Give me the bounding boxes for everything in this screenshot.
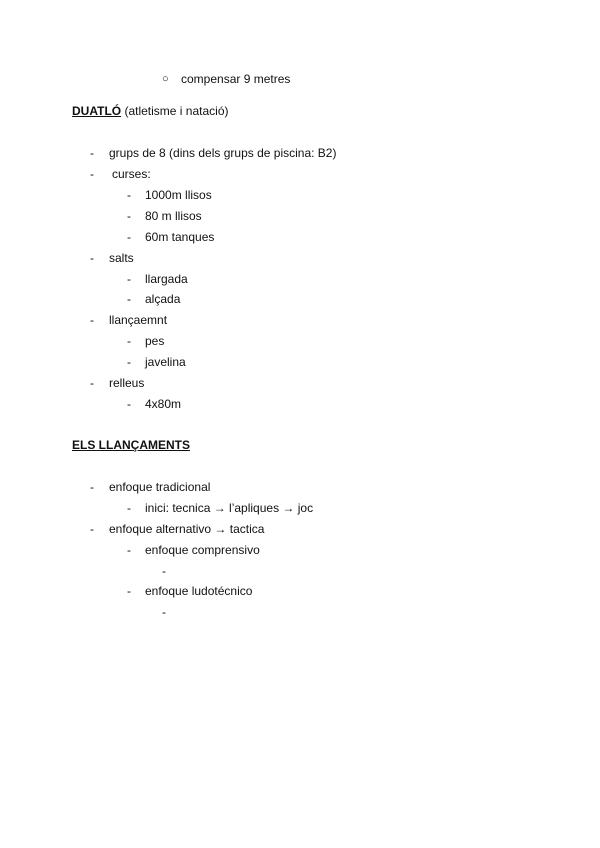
dash-bullet-icon: -	[90, 146, 94, 160]
dash-bullet-icon: -	[127, 188, 131, 202]
list-item-text: compensar 9 metres	[181, 72, 291, 86]
list-item: curses:	[112, 167, 151, 181]
list-item: pes	[145, 334, 165, 348]
section-title: ELS LLANÇAMENTS	[72, 438, 190, 452]
dash-bullet-icon: -	[90, 251, 94, 265]
dash-bullet-icon: -	[127, 543, 131, 557]
list-item: enfoque comprensivo	[145, 543, 260, 557]
list-item: 60m tanques	[145, 230, 215, 244]
dash-bullet-icon: -	[90, 522, 94, 536]
dash-bullet-icon: -	[127, 397, 131, 411]
dash-bullet-icon: -	[90, 480, 94, 494]
list-item: 4x80m	[145, 397, 182, 411]
list-item: alçada	[145, 292, 181, 306]
dash-bullet-icon: -	[127, 209, 131, 223]
dash-bullet-icon: -	[127, 272, 131, 286]
dash-bullet-icon: -	[162, 564, 166, 578]
list-item: inici: tecnica → l’apliques → joc	[145, 501, 314, 515]
dash-bullet-icon: -	[90, 167, 94, 181]
dash-bullet-icon: -	[127, 501, 131, 515]
list-item: relleus	[109, 376, 145, 390]
circle-bullet-icon: ○	[162, 73, 169, 85]
list-item: enfoque ludotécnico	[145, 584, 253, 598]
dash-bullet-icon: -	[127, 334, 131, 348]
dash-bullet-icon: -	[90, 376, 94, 390]
dash-bullet-icon: -	[162, 605, 166, 619]
list-item: 1000m llisos	[145, 188, 212, 202]
list-item: enfoque alternativo → tactica	[109, 522, 265, 536]
list-item: 80 m llisos	[145, 209, 202, 223]
section-heading	[72, 438, 190, 452]
dash-bullet-icon: -	[127, 355, 131, 369]
list-item: llançaemnt	[109, 313, 168, 327]
list-item: llargada	[145, 272, 188, 286]
section-title: DUATLÓ	[72, 104, 122, 118]
list-item: enfoque tradicional	[109, 480, 211, 494]
dash-bullet-icon: -	[127, 230, 131, 244]
section-heading	[72, 104, 229, 118]
dash-bullet-icon: -	[127, 292, 131, 306]
list-item: salts	[109, 251, 134, 265]
section-subtitle: (atletisme i natació)	[124, 104, 229, 118]
dash-bullet-icon: -	[90, 313, 94, 327]
list-item: grups de 8 (dins dels grups de piscina: B2)	[109, 146, 337, 160]
list-item: javelina	[145, 355, 186, 369]
dash-bullet-icon: -	[127, 584, 131, 598]
